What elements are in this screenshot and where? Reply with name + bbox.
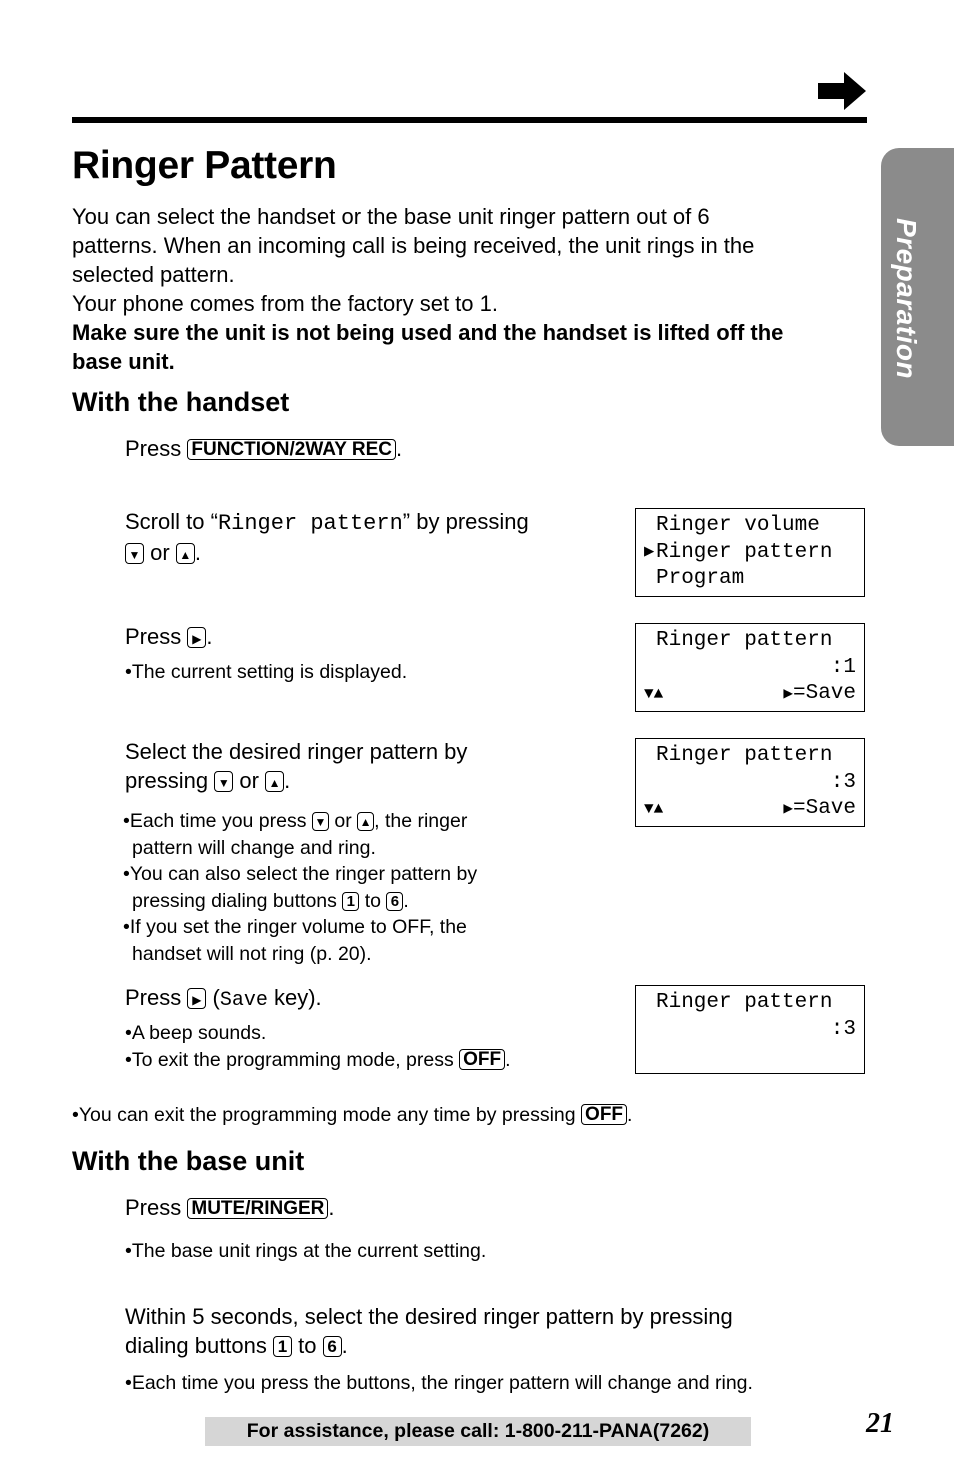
step-punct: . bbox=[328, 1195, 335, 1220]
step-text: to bbox=[298, 1333, 317, 1358]
section-tab bbox=[881, 148, 954, 446]
step-text: or bbox=[150, 540, 170, 565]
section-tab-label: Preparation bbox=[891, 218, 922, 380]
base-step-2 bbox=[125, 1302, 733, 1360]
dial-button-1: 1 bbox=[273, 1336, 292, 1357]
step-text: key). bbox=[273, 985, 322, 1010]
step-text: Press bbox=[125, 624, 182, 649]
step-text: or bbox=[239, 768, 259, 793]
step-text: dialing buttons bbox=[125, 1333, 267, 1358]
intro-line: selected pattern. bbox=[72, 262, 235, 287]
menu-option-name: Ringer pattern bbox=[217, 511, 403, 536]
save-key-name: Save bbox=[219, 989, 268, 1012]
base-step-1-note: •The base unit rings at the current setting. bbox=[125, 1240, 487, 1262]
header-rule bbox=[72, 117, 867, 123]
note-text: . bbox=[627, 1104, 633, 1126]
intro-line: patterns. When an incoming call is being received, the unit rings in the bbox=[72, 233, 755, 258]
base-step-1 bbox=[125, 1193, 335, 1222]
note-text: pressing dialing buttons bbox=[132, 889, 337, 912]
cursor-icon: ▶ bbox=[644, 542, 655, 562]
up-button-icon: ▲ bbox=[357, 812, 374, 831]
down-up-arrows-icon: ▼▲ bbox=[644, 800, 664, 818]
step-text: Press bbox=[125, 1195, 182, 1220]
lcd-display-selected bbox=[635, 738, 865, 827]
exit-note bbox=[72, 1102, 632, 1129]
note-text: •You can also select the ringer pattern by bbox=[123, 863, 478, 885]
lcd-nav-line bbox=[636, 681, 864, 708]
lcd-line: Ringer pattern bbox=[656, 744, 833, 767]
base-heading: With the base unit bbox=[72, 1146, 305, 1176]
step-punct: . bbox=[194, 540, 201, 565]
right-arrow-icon: ▶ bbox=[783, 685, 793, 703]
function-2way-rec-key: FUNCTION/2WAY REC bbox=[187, 439, 396, 460]
quote-close: ” bbox=[402, 509, 411, 534]
dial-button-6: 6 bbox=[386, 892, 403, 911]
note-text: •A beep sounds. bbox=[125, 1022, 267, 1044]
intro-line: Your phone comes from the factory set to 1. bbox=[72, 291, 498, 316]
step-text: Press bbox=[125, 985, 182, 1010]
down-button-icon: ▼ bbox=[125, 543, 144, 564]
lcd-value: :3 bbox=[830, 770, 856, 794]
dial-button-6: 6 bbox=[323, 1336, 342, 1357]
step-text: Press bbox=[125, 436, 182, 461]
up-button-icon: ▲ bbox=[176, 543, 195, 564]
step-punct: . bbox=[206, 624, 213, 649]
note-text: •To exit the programming mode, press bbox=[125, 1048, 454, 1071]
step-text: Scroll to bbox=[125, 509, 205, 534]
note-text: pattern will change and ring. bbox=[132, 836, 376, 859]
page-title: Ringer Pattern bbox=[72, 144, 337, 187]
lcd-line: Ringer volume bbox=[656, 514, 820, 537]
step-text: pressing bbox=[125, 768, 209, 793]
mute-ringer-key: MUTE/RINGER bbox=[187, 1198, 328, 1219]
note-text: to bbox=[364, 889, 381, 912]
step-punct: . bbox=[395, 436, 403, 461]
note-text: •You can exit the programming mode any time by pressing bbox=[72, 1104, 576, 1126]
intro-warning-line: base unit. bbox=[72, 349, 175, 374]
note-text: •Each time you press bbox=[123, 810, 307, 832]
lcd-display-menu bbox=[635, 508, 865, 597]
handset-step-3-note: •The current setting is displayed. bbox=[125, 661, 408, 683]
handset-step-3 bbox=[125, 622, 213, 651]
down-button-icon: ▼ bbox=[312, 812, 329, 831]
right-arrow-icon: ▶ bbox=[783, 800, 793, 818]
step-text: by pressing bbox=[416, 509, 529, 534]
lcd-value: :3 bbox=[830, 1017, 856, 1041]
down-button-icon: ▼ bbox=[214, 771, 233, 792]
note-text: , the ringer bbox=[374, 810, 468, 832]
note-text: •If you set the ringer volume to OFF, the bbox=[123, 916, 467, 938]
handset-step-5 bbox=[125, 983, 322, 1015]
step-punct: . bbox=[341, 1333, 348, 1358]
right-button-icon: ▶ bbox=[187, 988, 206, 1009]
off-key: OFF bbox=[459, 1049, 505, 1070]
note-text: . bbox=[403, 889, 409, 912]
quote-open: “ bbox=[210, 509, 218, 534]
right-button-icon: ▶ bbox=[187, 627, 206, 648]
next-page-arrow-icon bbox=[818, 72, 866, 110]
up-button-icon: ▲ bbox=[265, 771, 284, 792]
intro-text bbox=[72, 202, 872, 376]
lcd-save-label: =Save bbox=[792, 682, 856, 705]
page-number: 21 bbox=[866, 1408, 894, 1439]
note-text: or bbox=[334, 810, 352, 832]
handset-step-5-notes bbox=[125, 1020, 511, 1073]
step-text: Within 5 seconds, select the desired ringer pattern by pressing bbox=[125, 1304, 733, 1329]
lcd-display-saved bbox=[635, 985, 865, 1074]
lcd-display-current bbox=[635, 623, 865, 712]
step-punct: . bbox=[284, 768, 291, 793]
handset-heading: With the handset bbox=[72, 387, 290, 417]
lcd-line: Ringer pattern bbox=[656, 991, 833, 1014]
lcd-line-selected bbox=[636, 540, 864, 567]
lcd-save-label: =Save bbox=[792, 797, 856, 820]
handset-step-4-notes bbox=[123, 808, 477, 967]
note-text: . bbox=[505, 1048, 511, 1071]
dial-button-1: 1 bbox=[342, 892, 359, 911]
step-text: ( bbox=[212, 985, 220, 1010]
handset-step-4 bbox=[125, 737, 467, 795]
lcd-value: :1 bbox=[830, 655, 856, 679]
lcd-line: Program bbox=[656, 567, 745, 590]
lcd-line: Ringer pattern bbox=[656, 629, 833, 652]
intro-warning-line: Make sure the unit is not being used and the handset is lifted off the bbox=[72, 320, 784, 345]
off-key: OFF bbox=[581, 1104, 627, 1125]
lcd-line-text: Ringer pattern bbox=[656, 540, 833, 564]
base-step-2-note: •Each time you press the buttons, the ringer pattern will change and ring. bbox=[125, 1372, 753, 1394]
note-text: handset will not ring (p. 20). bbox=[132, 942, 372, 965]
handset-step-2 bbox=[125, 507, 595, 567]
assistance-footer: For assistance, please call: 1-800-211-PANA(7262) bbox=[205, 1417, 751, 1446]
lcd-nav-line bbox=[636, 796, 864, 823]
down-up-arrows-icon: ▼▲ bbox=[644, 685, 664, 703]
intro-line: You can select the handset or the base unit ringer pattern out of 6 bbox=[72, 204, 710, 229]
step-text: Select the desired ringer pattern by bbox=[125, 739, 468, 764]
handset-step-1 bbox=[125, 434, 402, 463]
